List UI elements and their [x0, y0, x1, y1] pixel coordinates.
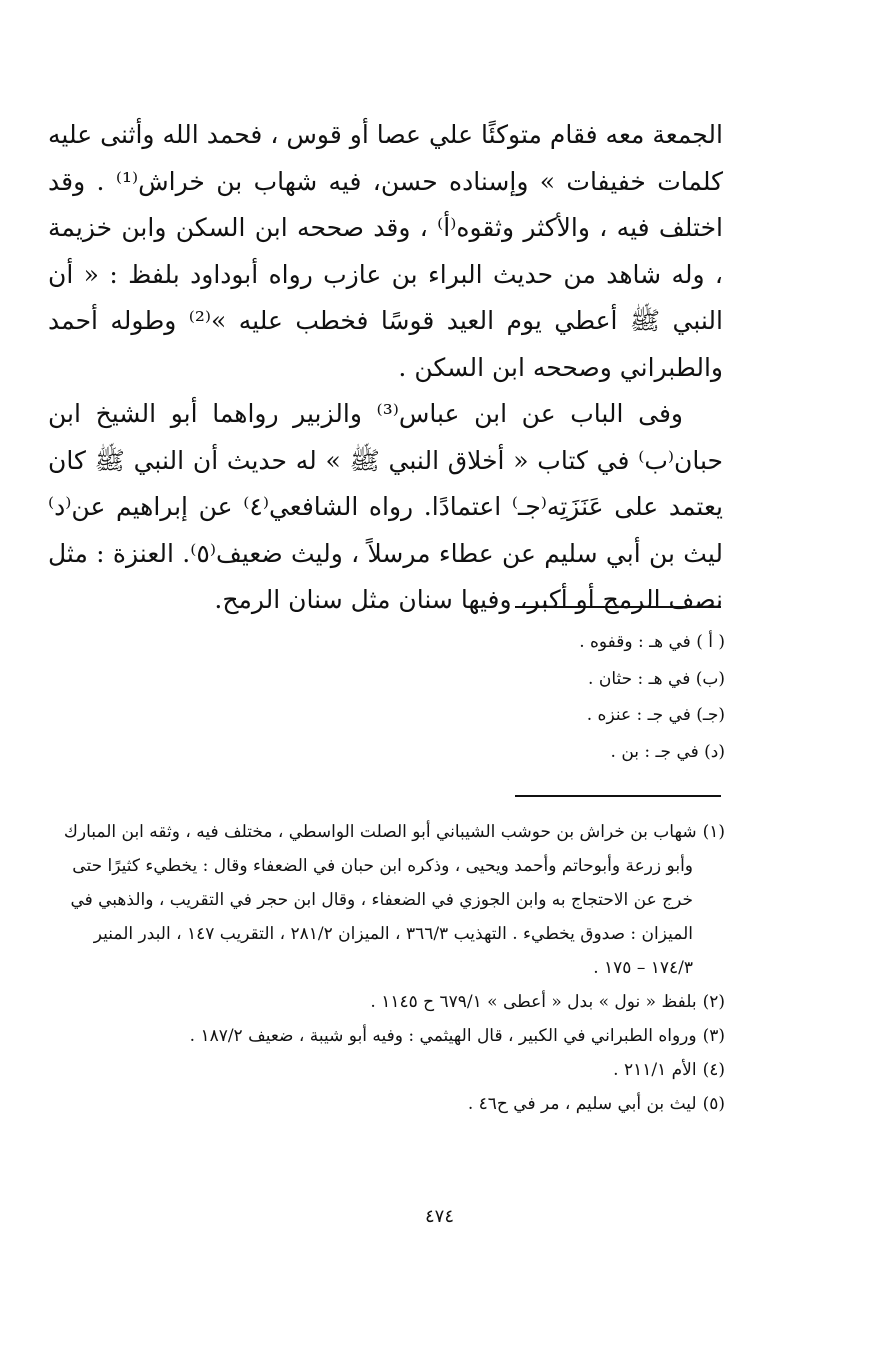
variant-note: (جـ) في جـ : عنزه . [586, 705, 725, 725]
footnote-text: ليث بن أبي سليم ، مر في ح٤٦ . [467, 1094, 697, 1114]
footnote-text: الأم ٢١١/١ . [613, 1060, 697, 1080]
footnote-number: (٣) [702, 1026, 725, 1046]
main-paragraph-2: وفى الباب عن ابن عباس⁽³⁾ والزبير رواهما أبو الشيخ ابن حبان⁽ب⁾ في كتاب « أخلاق النبي ﷺ » له حديث أن النبي ﷺ كان يعتمد على عَنَزَتِه⁽جـ⁾ اعتمادًا. رواه الشافعي⁽٤⁾ عن إبراهيم عن⁽د⁾ ليث بن أبي سليم عن عطاء مرسلاً ، وليث ضعيف⁽٥⁾. العنزة : مثل نصف الرمح أو أكبر، وفيها سنان مثل سنان الرمح. [48, 399, 723, 614]
footnote-number: (٤) [702, 1060, 725, 1080]
footnote-number: (١) [702, 822, 725, 842]
page-number: ٤٧٤ [424, 1206, 454, 1227]
footnote-number: (٢) [702, 992, 725, 1012]
footnote-continuation: وأبو زرعة وأبوحاتم وأحمد ويحيى ، وذكره ابن حبان في الضعفاء وقال : يخطيء كثيرًا حتى خرج عن الاحتجاج به وابن الجوزي في الضعفاء ، وقال ابن حجر في التقريب ، والذهبي في الميزان : صدوق يخطيء . التهذيب ٣٦٦/٣ ، الميزان ٢٨١/٢ ، التقريب ١٤٧ ، البدر المنير ١٧٤/٣ – ١٧٥ . [70, 856, 693, 978]
footnote-text: ورواه الطبراني في الكبير ، قال الهيثمي : وفيه أبو شيبة ، ضعيف ١٨٧/٢ . [189, 1026, 697, 1046]
footnote-text: بلفظ « نول » بدل « أعطى » ٦٧٩/١ ح ١١٤٥ . [370, 992, 697, 1012]
variant-note: ( أ ) في هـ : وقفوه . [579, 632, 725, 652]
footnote-text: شهاب بن خراش بن حوشب الشيباني أبو الصلت الواسطي ، مختلف فيه ، وثقه ابن المبارك [63, 822, 697, 842]
main-text [48, 112, 723, 624]
footnote [50, 1053, 725, 1087]
footnote [50, 1087, 725, 1121]
footnote [50, 815, 725, 985]
footnote-number: (٥) [702, 1094, 725, 1114]
footnotes-separator [515, 795, 721, 797]
footnote [50, 985, 725, 1019]
variants-separator [515, 606, 721, 608]
main-paragraph-1: الجمعة معه فقام متوكئًا علي عصا أو قوس ، فحمد الله وأثنى عليه كلمات خفيفات » وإسناده حسن، فيه شهاب بن خراش⁽¹⁾ . وقد اختلف فيه ، والأكثر وثقوه⁽أ⁾ ، وقد صححه ابن السكن وابن خزيمة ، وله شاهد من حديث البراء بن عازب رواه أبوداود بلفظ : « أن النبي ﷺ أعطي يوم العيد قوسًا فخطب عليه »⁽²⁾ وطوله أحمد والطبراني وصححه ابن السكن . [48, 120, 723, 382]
textual-variants-list [280, 624, 725, 770]
footnote [50, 1019, 725, 1053]
footnotes-list [50, 815, 725, 1121]
variant-note: (ب) في هـ : حثان . [588, 668, 725, 689]
variant-note: (د) في جـ : بن . [610, 741, 725, 762]
